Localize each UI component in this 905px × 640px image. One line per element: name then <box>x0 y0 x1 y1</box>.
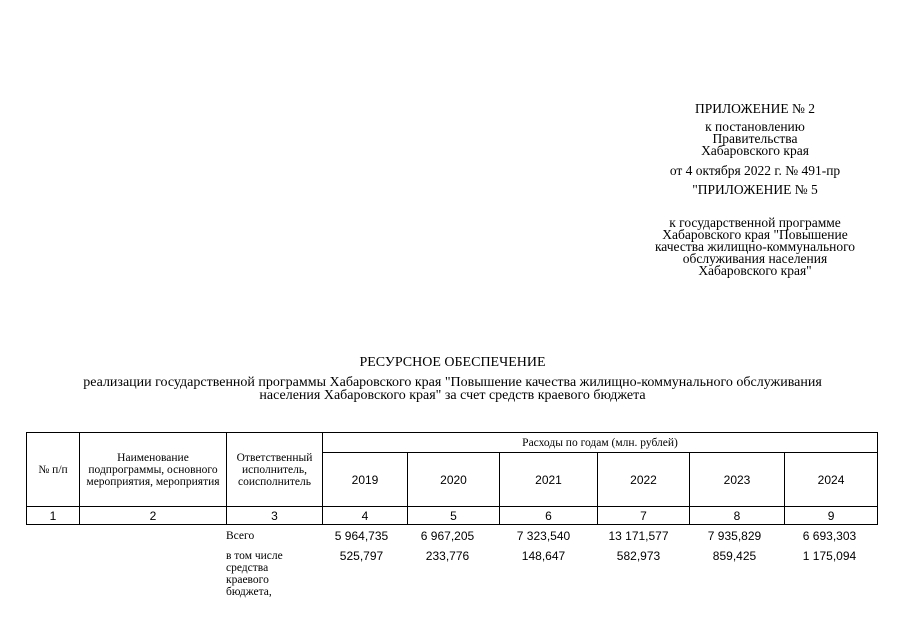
header-year-2022: 2022 <box>598 453 690 507</box>
index-cell: 8 <box>690 507 785 525</box>
program-line-3: качества жилищно-коммунального <box>654 239 856 254</box>
appendix5-label: "ПРИЛОЖЕНИЕ № 5 <box>692 182 818 197</box>
value-cell: 7 323,540 <box>516 529 571 543</box>
resolution-date-number: от 4 октября 2022 г. № 491-пр <box>669 163 841 178</box>
index-cell: 1 <box>27 507 80 525</box>
index-cell: 3 <box>227 507 323 525</box>
index-cell: 4 <box>323 507 408 525</box>
resolution-line-1: к постановлению <box>705 119 805 134</box>
value-cell: 5 964,735 <box>334 529 389 543</box>
value-cell: 6 967,205 <box>420 529 475 543</box>
index-cell: 9 <box>785 507 878 525</box>
value-cell: 582,973 <box>616 549 661 563</box>
header-col-expenses: Расходы по годам (млн. рублей) <box>323 433 878 453</box>
document-subtitle-line-1: реализации государственной программы Хабаровского края "Повышение качества жилищно-коммунального обслуживания <box>83 375 822 390</box>
header-col-no: № п/п <box>27 433 80 507</box>
resolution-line-2: Правительства <box>712 131 798 146</box>
program-line-4: обслуживания населения <box>682 251 828 266</box>
index-cell: 2 <box>80 507 227 525</box>
value-cell: 233,776 <box>425 549 470 563</box>
index-cell: 5 <box>408 507 500 525</box>
document-title: РЕСУРСНОЕ ОБЕСПЕЧЕНИЕ <box>359 355 546 370</box>
row-label-regional-budget: в том числе средства краевого бюджета, <box>226 550 283 598</box>
resolution-line-3: Хабаровского края <box>701 143 809 158</box>
value-cell: 1 175,094 <box>802 549 857 563</box>
row-label-total: Всего <box>226 530 255 542</box>
header-year-2024: 2024 <box>785 453 878 507</box>
resource-table-header <box>26 432 878 525</box>
header-year-2023: 2023 <box>690 453 785 507</box>
program-line-1: к государственной программе <box>669 215 841 230</box>
index-cell: 7 <box>598 507 690 525</box>
appendix-label: ПРИЛОЖЕНИЕ № 2 <box>694 101 816 116</box>
program-line-2: Хабаровского края "Повышение <box>662 227 848 242</box>
value-cell: 7 935,829 <box>707 529 762 543</box>
index-cell: 6 <box>500 507 598 525</box>
header-col-name: Наименование подпрограммы, основного мероприятия, мероприятия <box>80 433 227 507</box>
header-year-2021: 2021 <box>500 453 598 507</box>
value-cell: 525,797 <box>339 549 384 563</box>
value-cell: 6 693,303 <box>802 529 857 543</box>
value-cell: 13 171,577 <box>608 529 669 543</box>
value-cell: 859,425 <box>712 549 757 563</box>
program-line-5: Хабаровского края" <box>698 263 812 278</box>
header-col-executor: Ответственный исполнитель, соисполнитель <box>227 433 323 507</box>
header-year-2019: 2019 <box>323 453 408 507</box>
document-subtitle-line-2: населения Хабаровского края" за счет средств краевого бюджета <box>259 388 646 403</box>
header-year-2020: 2020 <box>408 453 500 507</box>
value-cell: 148,647 <box>521 549 566 563</box>
